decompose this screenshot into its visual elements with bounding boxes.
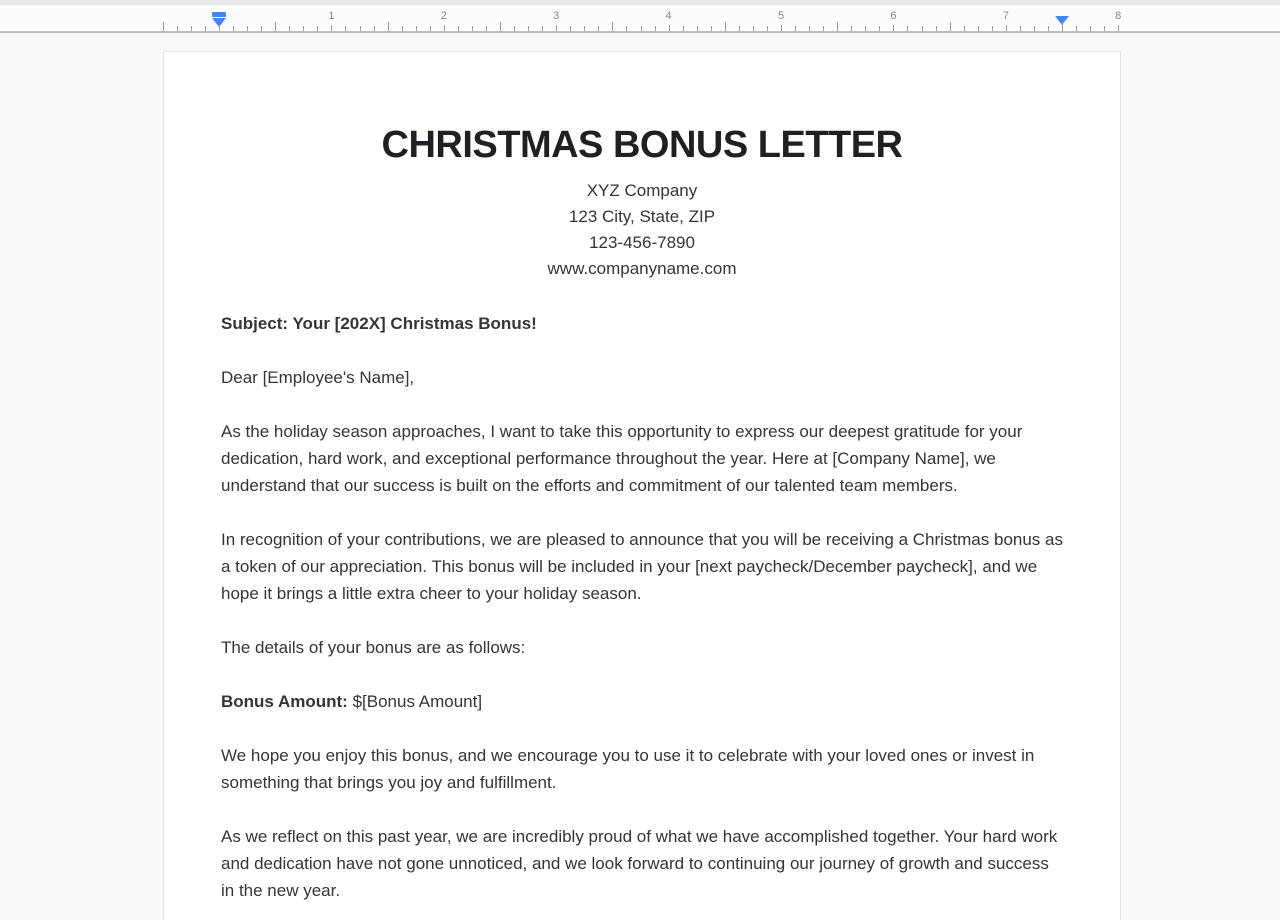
text-run: Subject: Your [202X] Christmas Bonus! — [221, 314, 537, 333]
ruler-tick — [247, 26, 248, 31]
text-run: $[Bonus Amount] — [347, 692, 483, 711]
ruler-tick — [1006, 25, 1007, 31]
ruler-tick — [289, 26, 290, 31]
ruler-tick — [374, 26, 375, 31]
ruler-tick — [331, 25, 332, 31]
ruler-number: 5 — [777, 10, 785, 22]
ruler-tick — [641, 26, 642, 31]
text-run: In recognition of your contributions, we are pleased to announce that you will be receiving a Christmas bonus as a token of our appreciation. This bonus will be included in your [next paycheck/December paycheck], and we hope it brings a little extra cheer to your holiday season. — [221, 530, 1063, 603]
letter-body[interactable] — [221, 310, 1063, 904]
ruler-tick — [219, 25, 220, 31]
ruler-tick — [472, 26, 473, 31]
ruler-tick — [978, 26, 979, 31]
ruler-tick — [317, 26, 318, 31]
ruler-tick — [683, 26, 684, 31]
company-info-line[interactable]: 123-456-7890 — [589, 233, 695, 252]
text-run: As we reflect on this past year, we are incredibly proud of what we have accomplished together. Your hard work and dedication have not gone unnoticed, and we look forward to continuing our journey of growth and success in the new year. — [221, 827, 1058, 900]
ruler-tick — [570, 26, 571, 31]
ruler-tick — [177, 26, 178, 31]
ruler-tick — [697, 26, 698, 31]
ruler-tick — [416, 26, 417, 31]
ruler-number: 2 — [440, 10, 447, 22]
ruler-tick — [542, 26, 543, 31]
ruler-tick — [781, 25, 782, 31]
ruler-tick — [388, 22, 389, 31]
ruler-tick — [950, 22, 951, 31]
ruler-tick — [191, 26, 192, 31]
company-info-line[interactable]: 123 City, State, ZIP — [568, 207, 716, 226]
ruler-tick — [556, 25, 557, 31]
ruler-tick — [486, 26, 487, 31]
ruler-tick — [1118, 25, 1119, 31]
ruler-tick — [1062, 22, 1063, 31]
ruler-number: 1 — [328, 10, 335, 22]
ruler-tick — [795, 26, 796, 31]
ruler-tick — [753, 26, 754, 31]
ruler-tick — [865, 26, 866, 31]
ruler-tick — [514, 26, 515, 31]
ruler-tick — [964, 26, 965, 31]
paragraph[interactable] — [221, 688, 1063, 715]
horizontal-ruler[interactable] — [0, 5, 1280, 33]
ruler-tick — [922, 26, 923, 31]
paragraph[interactable] — [221, 823, 1063, 904]
ruler-tick — [205, 26, 206, 31]
ruler-tick — [1048, 26, 1049, 31]
document-page[interactable] — [163, 51, 1121, 920]
ruler-tick — [275, 22, 276, 31]
text-run: Dear [Employee's Name], — [221, 368, 415, 387]
paragraph[interactable] — [221, 742, 1063, 796]
paragraph[interactable] — [221, 418, 1063, 499]
paragraph[interactable] — [221, 634, 1063, 661]
ruler-tick — [500, 22, 501, 31]
ruler-tick — [360, 26, 361, 31]
ruler-tick — [893, 25, 894, 31]
ruler-number: 8 — [1115, 10, 1122, 22]
ruler-tick — [430, 26, 431, 31]
ruler-tick — [851, 26, 852, 31]
text-run: The details of your bonus are as follows: — [221, 638, 526, 657]
document-title[interactable]: CHRISTMAS BONUS LETTER — [381, 124, 903, 166]
ruler-number: 4 — [665, 10, 672, 22]
ruler-number: 3 — [553, 10, 560, 22]
ruler-tick — [163, 22, 164, 31]
ruler-tick — [992, 26, 993, 31]
first-line-indent-icon[interactable] — [212, 12, 226, 17]
text-run: Bonus Amount: — [221, 692, 348, 711]
ruler-tick — [584, 26, 585, 31]
company-info-block[interactable] — [221, 178, 1063, 282]
ruler-tick — [444, 25, 445, 31]
ruler-tick — [711, 26, 712, 31]
ruler-tick — [345, 26, 346, 31]
ruler-tick — [261, 26, 262, 31]
text-run: As the holiday season approaches, I want to take this opportunity to express our deepest gratitude for your dedication, hard work, and exceptional performance throughout the year. Here at [Company Name], we understand that our success is built on the efforts and commitment of our talented team members. — [221, 422, 1023, 495]
ruler-tick — [767, 26, 768, 31]
ruler-tick — [936, 26, 937, 31]
ruler-tick — [1104, 26, 1105, 31]
ruler-tick — [1034, 26, 1035, 31]
ruler-tick — [837, 22, 838, 31]
ruler-number: 6 — [890, 10, 897, 22]
ruler-number: 7 — [1002, 10, 1009, 22]
ruler-tick — [1076, 26, 1077, 31]
ruler-tick — [458, 26, 459, 31]
text-run: We hope you enjoy this bonus, and we encourage you to use it to celebrate with your loved ones or invest in something that brings you joy and fulfillment. — [221, 746, 1035, 792]
ruler-tick — [233, 26, 234, 31]
paragraph[interactable] — [221, 526, 1063, 607]
ruler-tick — [725, 22, 726, 31]
paragraph[interactable] — [221, 364, 1063, 391]
ruler-tick — [626, 26, 627, 31]
ruler-tick — [739, 26, 740, 31]
ruler-tick — [402, 26, 403, 31]
ruler-tick — [1090, 26, 1091, 31]
company-info-line[interactable]: XYZ Company — [586, 181, 698, 200]
company-info-line[interactable]: www.companyname.com — [547, 259, 737, 278]
ruler-tick — [303, 26, 304, 31]
ruler-tick — [907, 26, 908, 31]
ruler-tick — [1020, 26, 1021, 31]
ruler-tick — [669, 25, 670, 31]
ruler-tick — [528, 26, 529, 31]
ruler-tick — [879, 26, 880, 31]
ruler-tick — [598, 26, 599, 31]
ruler-tick — [655, 26, 656, 31]
paragraph[interactable] — [221, 310, 1063, 337]
ruler-tick — [823, 26, 824, 31]
ruler-tick — [809, 26, 810, 31]
ruler-tick — [612, 22, 613, 31]
